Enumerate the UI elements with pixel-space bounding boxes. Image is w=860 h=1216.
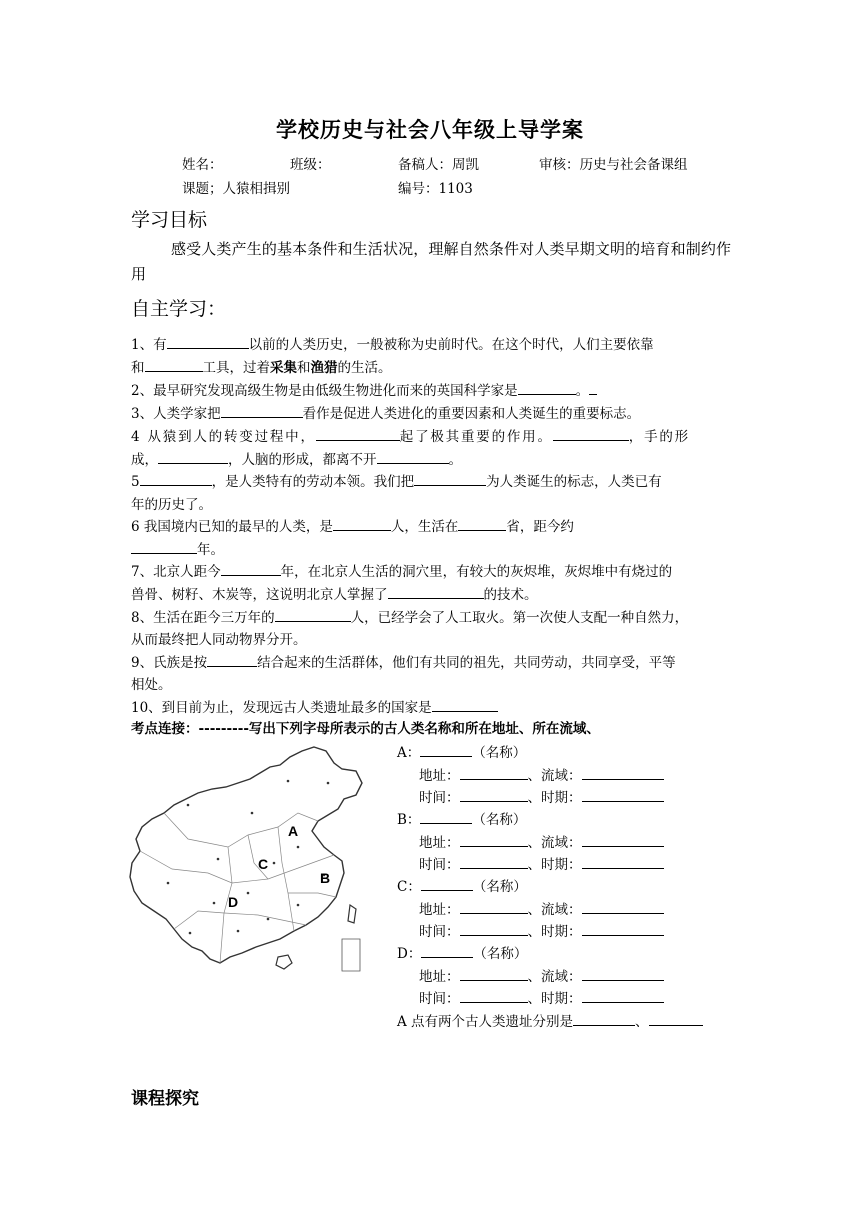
author-label: 备稿人：周凯: [398, 157, 479, 173]
code-label: 编号：1103: [398, 181, 473, 197]
blank[interactable]: [518, 381, 576, 395]
taiwan-island: [348, 905, 356, 923]
question-5-line-2: 年的历史了。: [131, 497, 212, 513]
question-7-line-2: 兽骨、树籽、木炭等，这说明北京人掌握了 的技术。: [131, 587, 538, 603]
goals-text: 感受人类产生的基本条件和生活状况，理解自然条件对人类早期文明的培育和制约作用: [131, 240, 731, 283]
question-6-line-1: 6 我国境内已知的最早的人类，是 人，生活在 省，距今约: [131, 519, 574, 535]
blank[interactable]: [460, 833, 528, 847]
name-label: 姓名：: [182, 157, 223, 173]
question-1-line-2: 和 工具，过着采集和渔猎的生活。: [131, 360, 392, 376]
hainan-island: [276, 955, 292, 969]
answer-a-sites: A 点有两个古人类遗址分别是 、: [397, 1010, 703, 1030]
question-1-line-1: 1、有 以前的人类历史，一般被称为史前时代。在这个时代，人们主要依靠: [131, 337, 654, 353]
blank[interactable]: [582, 833, 664, 847]
south-sea-inset: [342, 939, 360, 971]
map-label-c: C: [258, 856, 269, 872]
blank[interactable]: [460, 989, 528, 1003]
blank[interactable]: [582, 788, 664, 802]
blank[interactable]: [460, 922, 528, 936]
answer-a-name: A： （名称）: [397, 745, 527, 761]
blank[interactable]: [275, 608, 351, 622]
map-label-d: D: [228, 894, 239, 910]
blank[interactable]: [458, 517, 506, 531]
blank[interactable]: [582, 989, 664, 1003]
blank[interactable]: [158, 450, 228, 464]
answer-a-time: 时间： 、时期：: [419, 786, 664, 806]
blank[interactable]: [221, 562, 281, 576]
blank[interactable]: [388, 585, 484, 599]
answer-b-address: 地址： 、流域：: [419, 831, 664, 851]
blank[interactable]: [649, 1012, 703, 1026]
blank[interactable]: [333, 517, 391, 531]
blank[interactable]: [460, 855, 528, 869]
answer-c-name: C： （名称）: [397, 879, 527, 895]
question-9-line-1: 9、氏族是按 结合起来的生活群体，他们有共同的祖先，共同劳动，共同享受，平等: [131, 655, 676, 671]
blank[interactable]: [421, 944, 473, 958]
question-4-line-2: 成， ，人脑的形成，都离不开 。: [131, 452, 462, 468]
question-8-line-1: 8、生活在距今三万年的 人，已经学会了人工取火。第一次使人支配一种自然力，: [131, 610, 689, 626]
blank[interactable]: [460, 900, 528, 914]
question-6-line-2: 年。: [131, 538, 224, 558]
answer-c-time: 时间： 、时期：: [419, 920, 664, 940]
blank[interactable]: [460, 967, 528, 981]
map-label-a: A: [288, 823, 299, 839]
answer-d-name: D： （名称）: [397, 946, 528, 962]
question-4-line-1: 4 从猿到人的转变过程中， 起了极其重要的作用。 ，手的形: [131, 429, 690, 445]
question-5-line-1: 5 ，是人类特有的劳动本领。我们把 为人类诞生的标志，人类已有: [131, 474, 662, 490]
answer-b-time: 时间： 、时期：: [419, 853, 664, 873]
china-map: [128, 743, 366, 975]
blank[interactable]: [140, 472, 212, 486]
question-2: 2、最早研究发现高级生物是由低级生物进化而来的英国科学家是 。: [131, 379, 597, 399]
answer-c-address: 地址： 、流域：: [419, 898, 664, 918]
blank[interactable]: [221, 404, 303, 418]
blank[interactable]: [460, 766, 528, 780]
blank[interactable]: [553, 427, 629, 441]
blank[interactable]: [582, 855, 664, 869]
question-3: 3、人类学家把 看作是促进人类进化的重要因素和人类诞生的重要标志。: [131, 406, 641, 422]
answer-b-name: B： （名称）: [397, 812, 527, 828]
blank[interactable]: [131, 540, 197, 554]
blank[interactable]: [145, 358, 203, 372]
kaodian-heading: 考点连接：---------写出下列字母所表示的古人类名称和所在地址、所在流域、: [131, 721, 600, 737]
blank[interactable]: [420, 810, 472, 824]
self-study-heading: 自主学习：: [131, 298, 227, 320]
blank[interactable]: [207, 653, 257, 667]
question-9-line-2: 相处。: [131, 677, 172, 693]
reviewer-label: 审核：历史与社会备课组: [539, 157, 688, 173]
province-borders: [140, 813, 336, 963]
blank[interactable]: [582, 766, 664, 780]
blank[interactable]: [316, 427, 400, 441]
question-8-line-2: 从而最终把人同动物界分开。: [131, 632, 307, 648]
page-title: 学校历史与社会八年级上导学案: [276, 118, 584, 142]
blank[interactable]: [167, 335, 249, 349]
blank[interactable]: [582, 900, 664, 914]
blank[interactable]: [582, 922, 664, 936]
answer-a-address: 地址： 、流域：: [419, 764, 664, 784]
blank[interactable]: [377, 450, 449, 464]
answer-d-time: 时间： 、时期：: [419, 987, 664, 1007]
topic-label: 课题；人猿相揖别: [182, 181, 290, 197]
blank[interactable]: [414, 472, 486, 486]
blank[interactable]: [420, 743, 472, 757]
map-label-b: B: [320, 870, 331, 886]
blank[interactable]: [421, 877, 473, 891]
blank[interactable]: [573, 1012, 635, 1026]
city-dots: [167, 780, 330, 935]
blank[interactable]: [582, 967, 664, 981]
question-7-line-1: 7、北京人距今 年，在北京人生活的洞穴里，有较大的灰烬堆，灰烬堆中有烧过的: [131, 564, 673, 580]
question-10: 10、到目前为止，发现远古人类遗址最多的国家是: [131, 696, 498, 716]
china-outline: [130, 747, 362, 963]
class-label: 班级：: [290, 157, 331, 173]
blank[interactable]: [432, 698, 498, 712]
answer-d-address: 地址： 、流域：: [419, 965, 664, 985]
blank[interactable]: [460, 788, 528, 802]
goals-heading: 学习目标: [131, 209, 208, 231]
explore-heading: 课程探究: [131, 1089, 199, 1109]
